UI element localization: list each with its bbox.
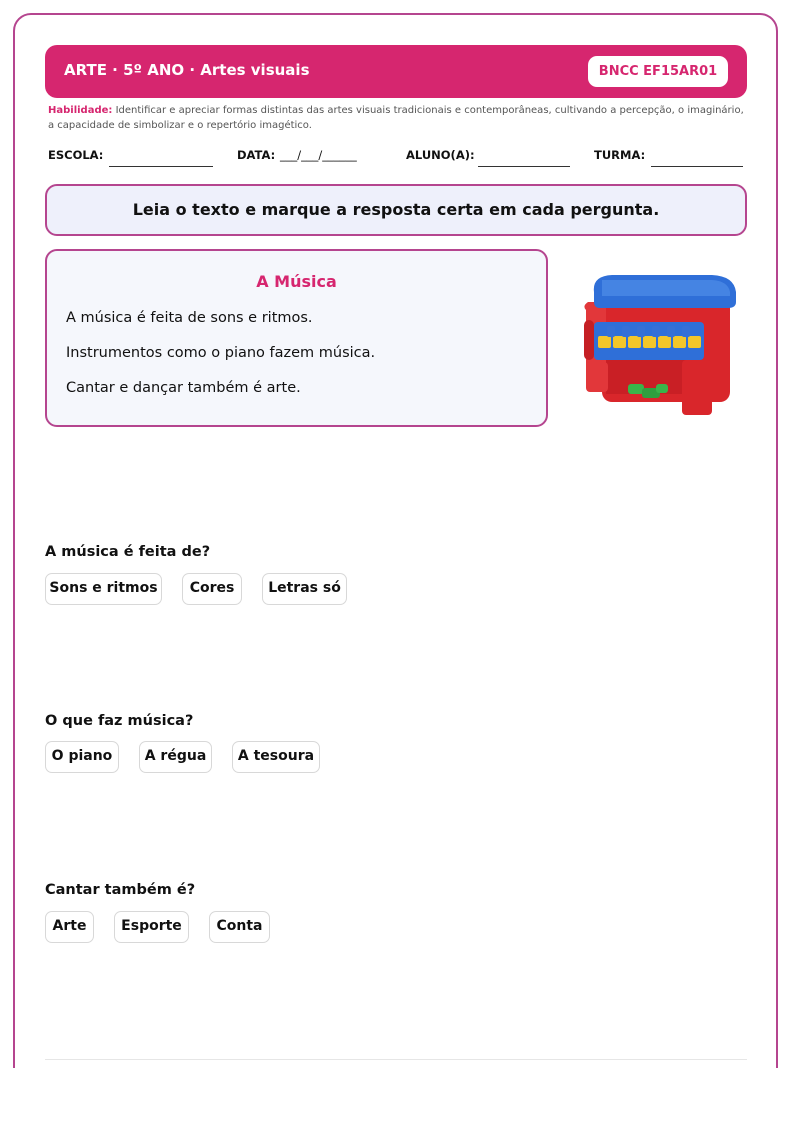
instruction-box	[45, 184, 747, 236]
toy-piano-icon	[572, 262, 747, 427]
instruction-text: Leia o texto e marque a resposta certa em cada pergunta.	[132, 200, 660, 219]
habilidade-text	[48, 103, 748, 133]
answer-option[interactable]: Esporte	[114, 911, 189, 943]
page-frame	[13, 13, 778, 1131]
page-cutoff	[0, 1068, 791, 1131]
aluno-label: ALUNO(A):	[406, 148, 475, 162]
aluno-field[interactable]	[478, 166, 570, 167]
question-title: O que faz música?	[45, 713, 194, 729]
reading-text-box	[45, 249, 548, 427]
habilidade-label: Habilidade:	[48, 105, 113, 116]
reading-line: Instrumentos como o piano fazem música.	[66, 345, 376, 361]
escola-label: ESCOLA:	[48, 148, 104, 162]
turma-field[interactable]	[651, 166, 743, 167]
habilidade-description: Identificar e apreciar formas distintas das artes visuais tradicionais e contemporâneas, cultivando a percepção, o imaginário, a capacidade de simbolizar e o repertório imagético.	[48, 105, 744, 131]
answer-option[interactable]: Arte	[45, 911, 94, 943]
footer-divider	[45, 1059, 747, 1060]
student-info-row	[48, 148, 746, 170]
answer-option[interactable]: A régua	[139, 741, 212, 773]
reading-line: Cantar e dançar também é arte.	[66, 380, 301, 396]
question-title: Cantar também é?	[45, 882, 196, 898]
question-title: A música é feita de?	[45, 544, 211, 560]
answer-option[interactable]: A tesoura	[232, 741, 320, 773]
answer-option[interactable]: O piano	[45, 741, 119, 773]
escola-field[interactable]	[109, 166, 213, 167]
header-title: ARTE · 5º ANO · Artes visuais	[64, 61, 310, 79]
bncc-badge: BNCC EF15AR01	[588, 56, 728, 87]
reading-line: A música é feita de sons e ritmos.	[66, 310, 313, 326]
header-bar	[45, 45, 747, 98]
reading-title: A Música	[256, 272, 337, 291]
turma-label: TURMA:	[594, 148, 646, 162]
answer-option[interactable]: Sons e ritmos	[45, 573, 162, 605]
answer-option[interactable]: Cores	[182, 573, 242, 605]
answer-option[interactable]: Letras só	[262, 573, 347, 605]
data-label: DATA:	[237, 148, 276, 162]
answer-option[interactable]: Conta	[209, 911, 270, 943]
data-field[interactable]: ___/___/______	[280, 148, 357, 162]
